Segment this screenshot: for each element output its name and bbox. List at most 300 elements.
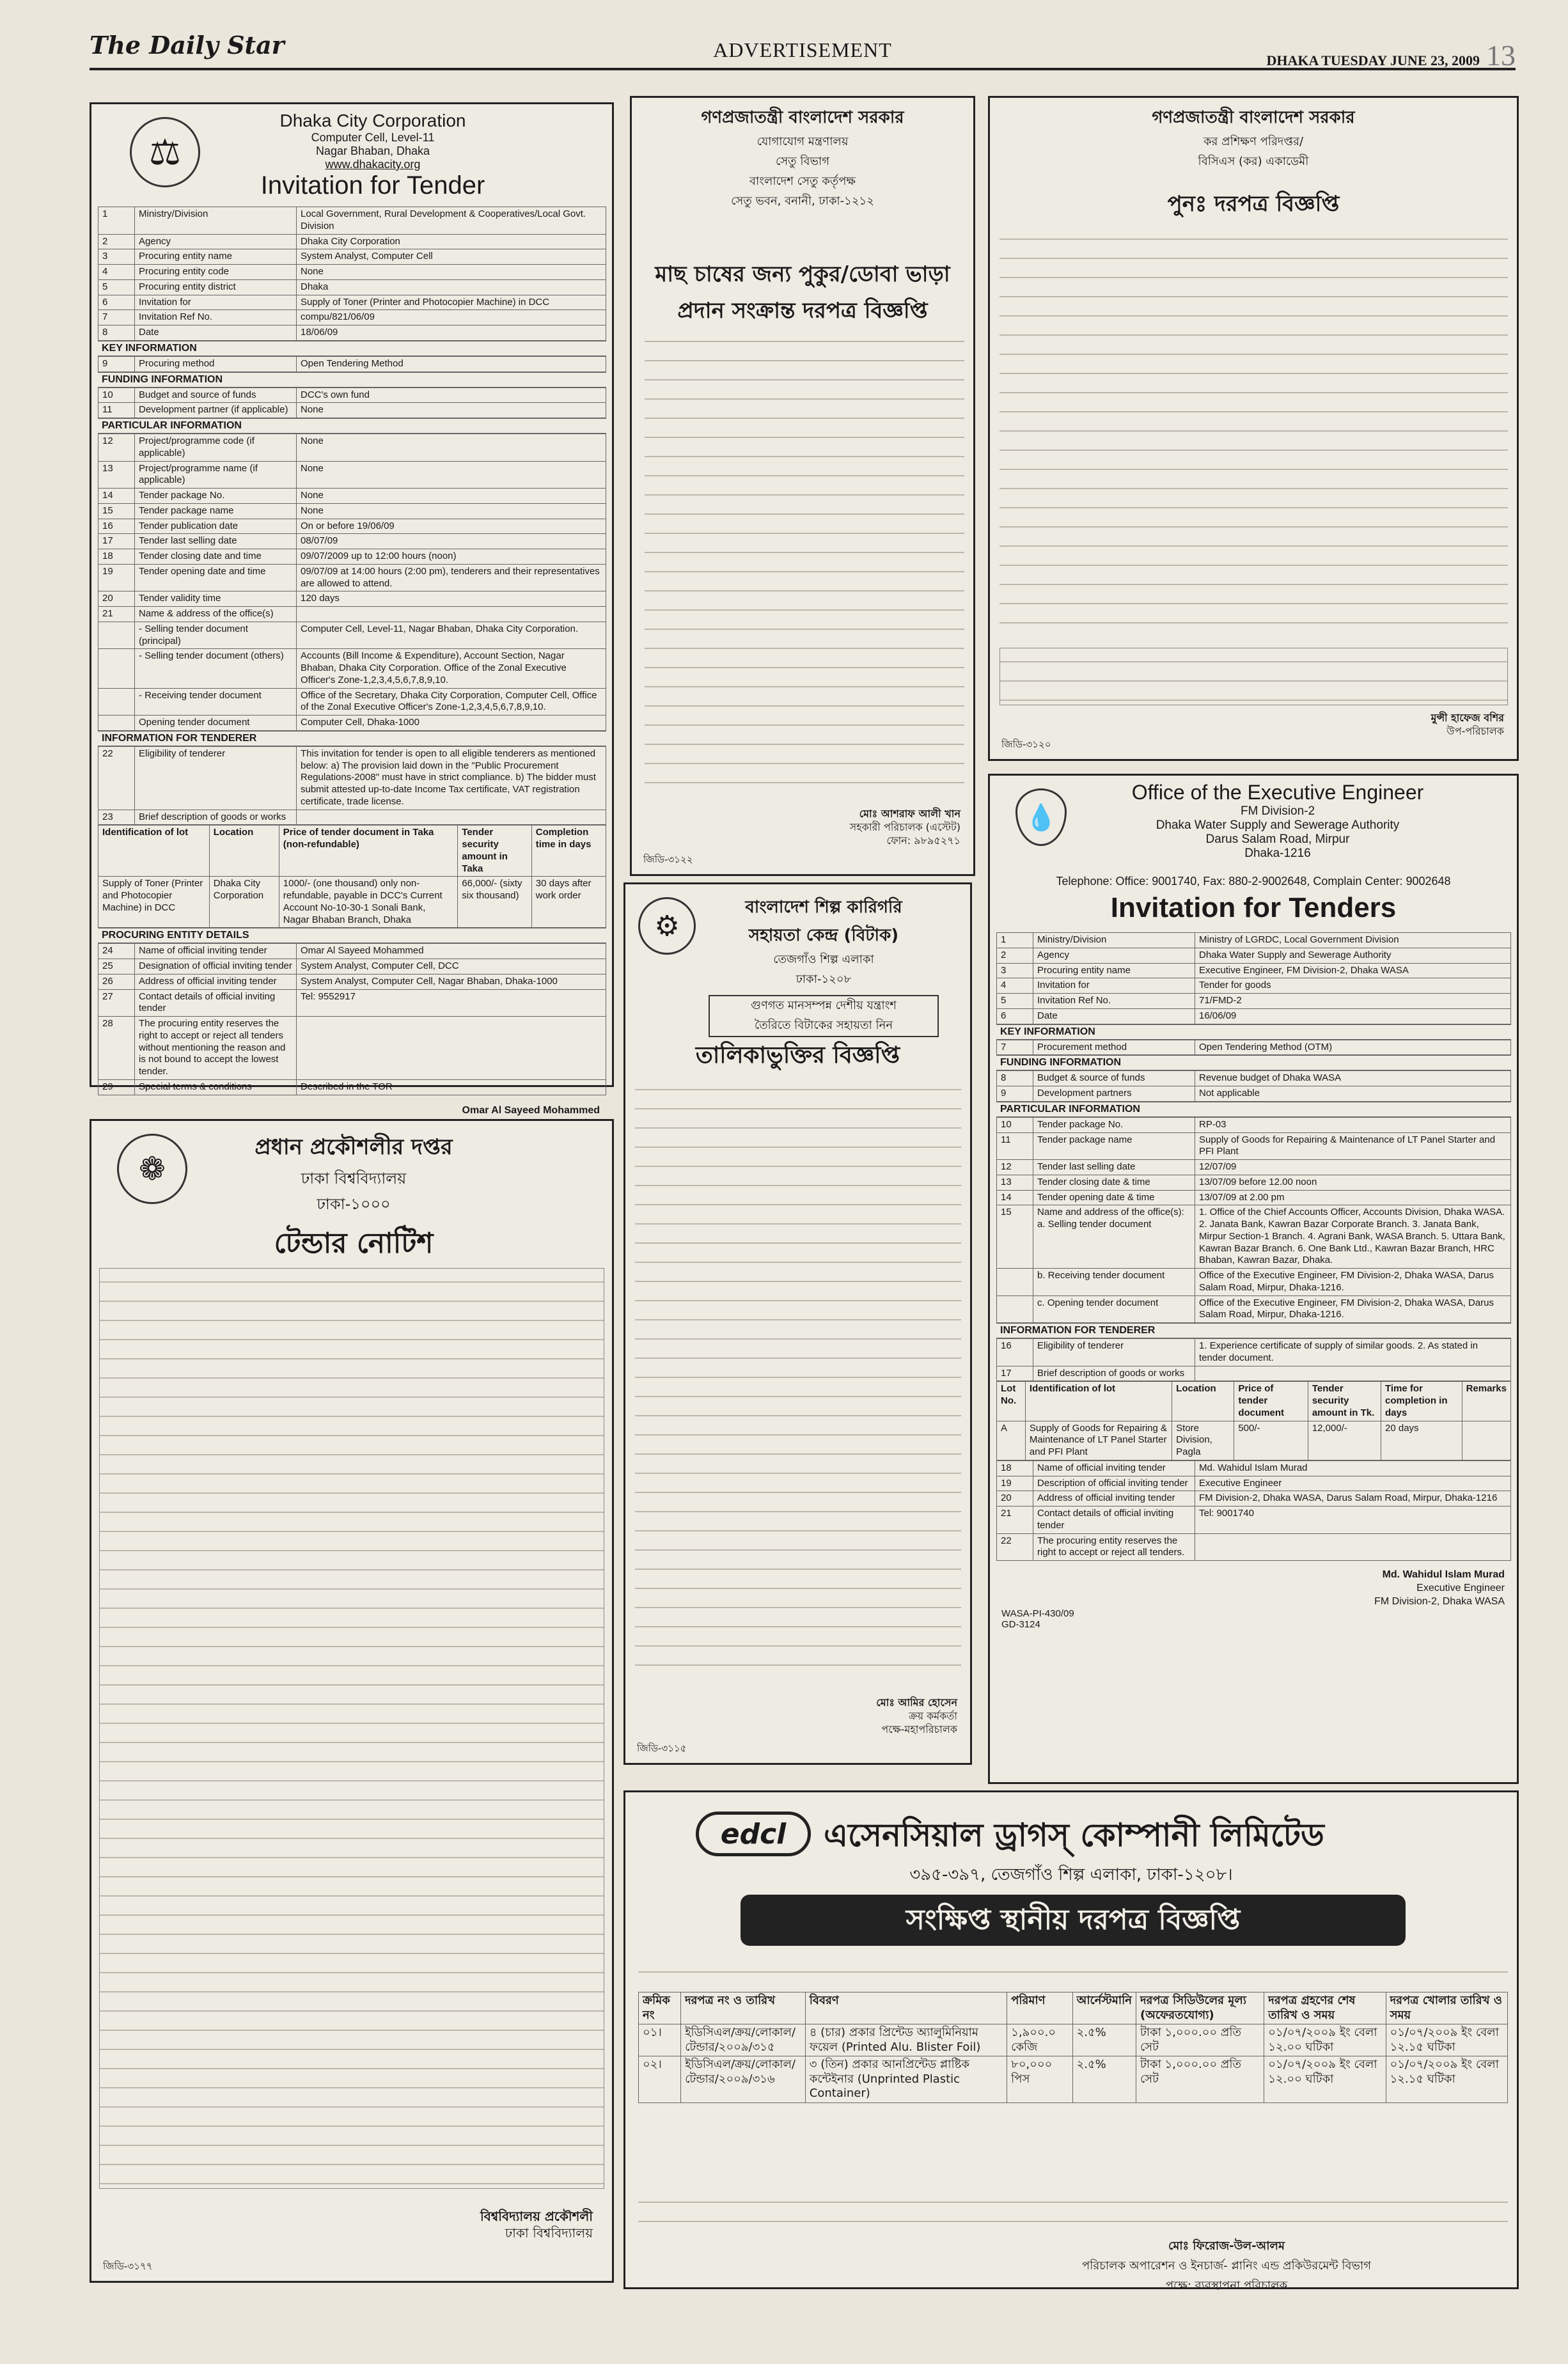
row-number: 4 — [997, 978, 1033, 994]
row-number: 11 — [997, 1132, 1033, 1160]
table-row — [98, 503, 606, 519]
table-row — [98, 207, 606, 235]
table-row — [98, 249, 606, 265]
row-value: Office of the Executive Engineer, FM Division-2, Dhaka WASA, Darus Salam Road, Mirpur, Dhaka-1216. — [1195, 1269, 1511, 1296]
row-value: Local Government, Rural Development & Cooperatives/Local Govt. Division — [297, 207, 606, 235]
wasa-telephone: Telephone: Office: 9001740, Fax: 880-2-9002648, Complain Center: 9002648 — [1056, 875, 1451, 888]
wasa-sec-part: PARTICULAR INFORMATION — [996, 1102, 1511, 1117]
row-label: Contact details of official inviting tender — [1033, 1507, 1195, 1534]
row-value — [297, 810, 606, 825]
bitac-org2: সহায়তা কেন্দ্র (বিটাক) — [748, 926, 899, 945]
table-row — [997, 1160, 1511, 1175]
row-label: Project/programme code (if applicable) — [135, 434, 297, 462]
table-cell: ০১। — [639, 2024, 681, 2056]
row-label: Tender validity time — [135, 591, 297, 607]
table-cell: Dhaka City Corporation — [209, 877, 279, 928]
row-value: System Analyst, Computer Cell — [297, 249, 606, 265]
row-value: None — [297, 265, 606, 280]
table-row — [98, 310, 606, 325]
setu-gov: গণপ্রজাতন্ত্রী বাংলাদেশ সরকার — [701, 108, 904, 127]
table-cell: ০১/০৭/২০০৯ ইং বেলা ১২.০০ ঘটিকা — [1264, 2024, 1386, 2056]
table-cell: 12,000/- — [1308, 1421, 1381, 1460]
row-value: Revenue budget of Dhaka WASA — [1195, 1071, 1511, 1086]
table-row — [98, 489, 606, 504]
row-number: 11 — [98, 403, 135, 418]
edcl-banner: সংক্ষিপ্ত স্থানীয় দরপত্র বিজ্ঞপ্তি — [741, 1895, 1406, 1946]
table-cell — [1462, 1421, 1510, 1460]
row-label: Eligibility of tenderer — [1033, 1339, 1195, 1366]
row-value: Office of the Executive Engineer, FM Division-2, Dhaka WASA, Darus Salam Road, Mirpur, Dhaka-1216. — [1195, 1296, 1511, 1323]
row-number: 13 — [997, 1175, 1033, 1190]
row-label: Tender package name — [1033, 1132, 1195, 1160]
dcc-sec-tenderer: INFORMATION FOR TENDERER — [98, 731, 606, 746]
pe-gd-code: জিডি-৩১৭৭ — [103, 2260, 153, 2272]
table-row — [997, 1132, 1511, 1160]
table-row — [98, 356, 606, 372]
row-value: Not applicable — [1195, 1086, 1511, 1102]
dcc-addr1: Computer Cell, Level-11 — [311, 131, 435, 144]
row-value: 1. Experience certificate of supply of similar goods. 2. As stated in tender document. — [1195, 1339, 1511, 1366]
table-header-row — [98, 826, 606, 877]
table-row — [98, 325, 606, 341]
row-number: 15 — [997, 1205, 1033, 1269]
row-number: 6 — [997, 1008, 1033, 1024]
table-row — [997, 1476, 1511, 1491]
row-value: Omar Al Sayeed Mohammed — [297, 944, 606, 959]
wasa-div: FM Division-2 — [1240, 804, 1315, 818]
table-header-cell: দরপত্র নং ও তারিখ — [681, 1992, 806, 2024]
dcc-sec-part: PARTICULAR INFORMATION — [98, 418, 606, 434]
row-value: On or before 19/06/09 — [297, 519, 606, 534]
bitac-title: তালিকাভুক্তির বিজ্ঞপ্তি — [695, 1042, 900, 1068]
cpd-vehicle-table — [1000, 648, 1508, 705]
row-number: 4 — [98, 265, 135, 280]
paper-name: The Daily Star — [90, 31, 285, 59]
row-number: 27 — [98, 989, 135, 1017]
row-label: Tender closing date and time — [135, 549, 297, 565]
table-cell: ইডিসিএল/ক্রয়/লোকাল/টেন্ডার/২০০৯/৩১৫ — [681, 2024, 806, 2056]
table-row — [997, 1040, 1511, 1055]
row-label: Procurement method — [1033, 1040, 1195, 1055]
row-number: 19 — [997, 1476, 1033, 1491]
bitac-body-text — [635, 1076, 961, 1684]
dateline: DHAKA TUESDAY JUNE 23, 2009 13 — [1266, 39, 1516, 72]
row-label: Tender package No. — [135, 489, 297, 504]
row-number: 8 — [997, 1071, 1033, 1086]
table-row — [98, 746, 606, 810]
table-row — [997, 1421, 1511, 1460]
du-seal-icon: ❁ — [117, 1134, 187, 1204]
row-value — [1195, 1533, 1511, 1561]
table-header-cell: Tender security amount in Tk. — [1308, 1382, 1381, 1421]
row-number: 1 — [997, 933, 1033, 948]
wasa-addr: Darus Salam Road, Mirpur — [1205, 833, 1350, 846]
row-number — [997, 1296, 1033, 1323]
setu-headline1: মাছ চাষের জন্য পুকুর/ডোবা ভাড়া — [655, 262, 950, 287]
row-label: Tender last selling date — [1033, 1160, 1195, 1175]
row-label: Ministry/Division — [135, 207, 297, 235]
row-number: 2 — [997, 948, 1033, 963]
row-value: System Analyst, Computer Cell, Nagar Bhaban, Dhaka-1000 — [297, 974, 606, 989]
edcl-table — [638, 1992, 1508, 2103]
table-header-cell: দরপত্র সিডিউলের মূল্য (অফেরতযোগ্য) — [1136, 1992, 1264, 2024]
wasa-city: Dhaka-1216 — [1244, 847, 1311, 860]
row-label: Invitation for — [1033, 978, 1195, 994]
wasa-auth: Dhaka Water Supply and Sewerage Authority — [1156, 818, 1400, 832]
row-label: The procuring entity reserves the right to accept or reject all tenders. — [1033, 1533, 1195, 1561]
table-row — [997, 1296, 1511, 1323]
row-value: 09/07/09 at 14:00 hours (2:00 pm), tenderers and their representatives are allowed to attend. — [297, 564, 606, 591]
row-number: 5 — [997, 994, 1033, 1009]
table-header-cell: Location — [1172, 1382, 1234, 1421]
table-cell: ২.৫% — [1072, 2056, 1136, 2103]
row-number: 20 — [98, 591, 135, 607]
pe-city: ঢাকা-১০০০ — [317, 1195, 391, 1213]
row-number: 16 — [98, 519, 135, 534]
wasa-table — [996, 932, 1511, 1630]
row-number: 17 — [98, 534, 135, 549]
row-label: Procuring entity code — [135, 265, 297, 280]
row-label: Tender last selling date — [135, 534, 297, 549]
row-label: Development partner (if applicable) — [135, 403, 297, 418]
table-row — [98, 974, 606, 989]
table-header-cell: দরপত্র গ্রহণের শেষ তারিখ ও সময় — [1264, 1992, 1386, 2024]
table-row — [639, 2056, 1508, 2103]
table-row — [997, 1205, 1511, 1269]
row-value: None — [297, 434, 606, 462]
table-header-cell: Time for completion in days — [1381, 1382, 1462, 1421]
row-number: 18 — [997, 1460, 1033, 1476]
pe-notice: টেন্ডার নোটিশ — [274, 1227, 434, 1260]
row-label: Tender package name — [135, 503, 297, 519]
dcc-sec-proc: PROCURING ENTITY DETAILS — [98, 928, 606, 943]
table-row — [98, 387, 606, 403]
table-header-cell: পরিমাণ — [1007, 1992, 1072, 2024]
table-row — [997, 1507, 1511, 1534]
table-row — [997, 1117, 1511, 1132]
table-cell: ৪ (চার) প্রকার প্রিন্টেড অ্যালুমিনিয়াম ফয়েল (Printed Alu. Blister Foil) — [805, 2024, 1007, 2056]
cpd-signature: মুন্সী হাফেজ বশির উপ-পরিচালক — [1431, 712, 1504, 737]
row-number: 12 — [997, 1160, 1033, 1175]
table-cell: টাকা ১,০০০.০০ প্রতি সেট — [1136, 2024, 1264, 2056]
row-label: Eligibility of tenderer — [135, 746, 297, 810]
row-label: Brief description of goods or works — [135, 810, 297, 825]
setu-headline2: প্রদান সংক্রান্ত দরপত্র বিজ্ঞপ্তি — [677, 298, 928, 324]
row-number: 22 — [997, 1533, 1033, 1561]
edcl-footer-text — [638, 2189, 1508, 2227]
row-label: Name of official inviting tender — [1033, 1460, 1195, 1476]
row-number: 5 — [98, 279, 135, 295]
table-row — [997, 1008, 1511, 1024]
setu-gd-code: জিডি-৩১২২ — [643, 854, 693, 865]
row-value: Accounts (Bill Income & Expenditure), Account Section, Nagar Bhaban, Dhaka City Corporation. Office of the Zonal Executive Officer's Zone-1,2,3,4,5,6,7,8,9,10. — [297, 649, 606, 688]
row-value: None — [297, 461, 606, 489]
row-label: Brief description of goods or works — [1033, 1366, 1195, 1381]
row-label: Invitation Ref No. — [1033, 994, 1195, 1009]
table-cell: ০১/০৭/২০০৯ ইং বেলা ১২.১৫ ঘটিকা — [1386, 2056, 1507, 2103]
row-value: 16/06/09 — [1195, 1008, 1511, 1024]
row-label: - Receiving tender document — [135, 688, 297, 716]
row-value: 09/07/2009 up to 12:00 hours (noon) — [297, 549, 606, 565]
cpd-gov: গণপ্রজাতন্ত্রী বাংলাদেশ সরকার — [1152, 108, 1355, 127]
row-number — [98, 622, 135, 649]
table-row — [98, 534, 606, 549]
row-label: Address of official inviting tender — [1033, 1491, 1195, 1507]
row-label: Tender publication date — [135, 519, 297, 534]
wasa-sec-fund: FUNDING INFORMATION — [996, 1055, 1511, 1070]
row-value: Described in the TOR — [297, 1079, 606, 1095]
wasa-tender-ad — [988, 774, 1519, 1784]
row-value: 12/07/09 — [1195, 1160, 1511, 1175]
setu-auth: বাংলাদেশ সেতু কর্তৃপক্ষ — [749, 175, 856, 188]
row-value: None — [297, 403, 606, 418]
pe-signature: বিশ্ববিদ্যালয় প্রকৌশলী ঢাকা বিশ্ববিদ্যালয় — [480, 2209, 593, 2241]
row-value: 71/FMD-2 — [1195, 994, 1511, 1009]
page-number: 13 — [1486, 39, 1516, 72]
dcc-seal-icon: ⚖ — [130, 117, 200, 187]
table-row — [98, 1079, 606, 1095]
table-row — [997, 963, 1511, 978]
row-value — [297, 1017, 606, 1080]
table-row — [98, 403, 606, 418]
table-row — [98, 607, 606, 622]
table-header-cell: Identification of lot — [1025, 1382, 1172, 1421]
row-number: 22 — [98, 746, 135, 810]
row-label: - Selling tender document (principal) — [135, 622, 297, 649]
table-cell: A — [997, 1421, 1026, 1460]
pe-title: প্রধান প্রকৌশলীর দপ্তর — [255, 1134, 453, 1160]
table-row — [997, 1366, 1511, 1381]
table-cell: ২.৫% — [1072, 2024, 1136, 2056]
table-header-cell: Price of tender document — [1234, 1382, 1308, 1421]
table-cell: ০১/০৭/২০০৯ ইং বেলা ১২.১৫ ঘটিকা — [1386, 2024, 1507, 2056]
bitac-addr: তেজগাঁও শিল্প এলাকা — [773, 953, 874, 966]
dcc-table — [98, 207, 606, 1179]
row-label: Name of official inviting tender — [135, 944, 297, 959]
row-label: Agency — [1033, 948, 1195, 963]
row-label: Special terms & conditions — [135, 1079, 297, 1095]
table-row — [98, 810, 606, 825]
row-number: 9 — [98, 356, 135, 372]
row-label: Name and address of the office(s): a. Selling tender document — [1033, 1205, 1195, 1269]
edcl-addr: ৩৯৫-৩৯৭, তেজগাঁও শিল্প এলাকা, ঢাকা-১২০৮। — [909, 1865, 1233, 1884]
table-cell: 30 days after work order — [531, 877, 606, 928]
table-header-cell: Location — [209, 826, 279, 877]
table-row — [98, 564, 606, 591]
row-value: Supply of Goods for Repairing & Maintenance of LT Panel Starter and PFI Plant — [1195, 1132, 1511, 1160]
row-value: Open Tendering Method — [297, 356, 606, 372]
row-number: 13 — [98, 461, 135, 489]
dcc-website: www.dhakacity.org — [325, 158, 421, 171]
row-label: Ministry/Division — [1033, 933, 1195, 948]
row-number: 10 — [98, 387, 135, 403]
row-number — [98, 716, 135, 731]
table-row — [98, 295, 606, 310]
table-row — [98, 649, 606, 688]
setu-ministry: যোগাযোগ মন্ত্রণালয় — [757, 135, 849, 148]
table-header-cell: Completion time in days — [531, 826, 606, 877]
row-value: 13/07/09 at 2.00 pm — [1195, 1190, 1511, 1205]
wasa-signature: Md. Wahidul Islam Murad Executive Engineer FM Division-2, Dhaka WASA — [1374, 1569, 1505, 1607]
table-cell: Supply of Toner (Printer and Photocopier Machine) in DCC — [98, 877, 210, 928]
row-label: Procuring entity name — [1033, 963, 1195, 978]
row-value: Dhaka — [297, 279, 606, 295]
row-label: The procuring entity reserves the right to accept or reject all tenders without mentioning the reason and is not bound to accept the lowest tender. — [135, 1017, 297, 1080]
bitac-gd-code: জিডি-৩১১৫ — [637, 1742, 687, 1754]
setu-signature: মোঃ আশরাফ আলী খান সহকারী পরিচালক (এস্টেট) ফোন: ৯৮৯৫২৭১ — [849, 808, 960, 847]
table-row — [997, 933, 1511, 948]
row-label: Budget & source of funds — [1033, 1071, 1195, 1086]
table-row — [997, 1086, 1511, 1102]
row-value — [1195, 1366, 1511, 1381]
table-cell: ০২। — [639, 2056, 681, 2103]
table-row — [997, 1533, 1511, 1561]
row-number: 6 — [98, 295, 135, 310]
cpd-gd-code: জিডি-৩১২০ — [1001, 739, 1051, 750]
table-cell: ৮০,০০০ পিস — [1007, 2056, 1072, 2103]
row-label: Contact details of official inviting tender — [135, 989, 297, 1017]
row-number: 28 — [98, 1017, 135, 1080]
bitac-org: বাংলাদেশ শিল্প কারিগরি — [745, 898, 902, 917]
setu-body-text — [645, 328, 964, 788]
row-value: FM Division-2, Dhaka WASA, Darus Salam Road, Mirpur, Dhaka-1216 — [1195, 1491, 1511, 1507]
table-cell: Store Division, Pagla — [1172, 1421, 1234, 1460]
row-number — [98, 649, 135, 688]
table-row — [98, 622, 606, 649]
row-value: 1. Office of the Chief Accounts Officer, Accounts Division, Dhaka WASA. 2. Janata Bank, Kawran Bazar Corporate Branch. 3. Janata Bank, Mirpur Section-1 Branch. 4. Agrani Bank, WASA Branch. 5. Uttara Bank, Kawran Bazar Branch. 6. One Bank Ltd., Kawran Bazar Branch, HRC Bhaban, Kawran Bazar, Dhaka. — [1195, 1205, 1511, 1269]
table-header-cell: আর্নেস্টমানি — [1072, 1992, 1136, 2024]
table-cell: টাকা ১,০০০.০০ প্রতি সেট — [1136, 2056, 1264, 2103]
table-cell: ১,৯০০.০ কেজি — [1007, 2024, 1072, 2056]
table-row — [98, 989, 606, 1017]
row-label: Tender package No. — [1033, 1117, 1195, 1132]
bitac-motto1: গুণগত মানসম্পন্ন দেশীয় যন্ত্রাংশ — [751, 999, 897, 1012]
setu-div: সেতু বিভাগ — [775, 155, 830, 168]
wasa-sec-key: KEY INFORMATION — [996, 1024, 1511, 1040]
row-number: 17 — [997, 1366, 1033, 1381]
masthead — [90, 26, 1516, 70]
table-row — [639, 2024, 1508, 2056]
row-label: Invitation for — [135, 295, 297, 310]
row-label: Development partners — [1033, 1086, 1195, 1102]
row-number: 16 — [997, 1339, 1033, 1366]
row-number: 9 — [997, 1086, 1033, 1102]
row-value: Md. Wahidul Islam Murad — [1195, 1460, 1511, 1476]
row-label: Procuring entity district — [135, 279, 297, 295]
row-number: 19 — [98, 564, 135, 591]
row-value: Office of the Secretary, Dhaka City Corporation, Computer Cell, Office of the Zonal Executive Officer's Zone-1,2,3,4,5,6,7,8,9,10. — [297, 688, 606, 716]
row-value: Computer Cell, Level-11, Nagar Bhaban, Dhaka City Corporation. — [297, 622, 606, 649]
table-cell: ইডিসিএল/ক্রয়/লোকাল/টেন্ডার/২০০৯/৩১৬ — [681, 2056, 806, 2103]
table-row — [98, 1017, 606, 1080]
dcc-sec-fund: FUNDING INFORMATION — [98, 372, 606, 387]
wasa-office: Office of the Executive Engineer — [1131, 781, 1424, 804]
table-row — [98, 688, 606, 716]
dcc-title: Invitation for Tender — [260, 171, 485, 200]
table-cell: 500/- — [1234, 1421, 1308, 1460]
table-row — [98, 591, 606, 607]
bitac-signature: মোঃ আমির হোসেন ক্রয় কর্মকর্তা পক্ষে-মহাপরিচালক — [876, 1696, 957, 1735]
row-label: Invitation Ref No. — [135, 310, 297, 325]
dcc-tender-ad — [90, 102, 614, 1116]
section-title: ADVERTISEMENT — [713, 38, 892, 61]
row-number — [997, 1269, 1033, 1296]
row-value: None — [297, 503, 606, 519]
row-number: 12 — [98, 434, 135, 462]
table-row — [997, 1460, 1511, 1476]
row-number: 25 — [98, 959, 135, 975]
table-header-cell: ক্রমিক নং — [639, 1992, 681, 2024]
row-label: Date — [1033, 1008, 1195, 1024]
row-number — [98, 688, 135, 716]
wasa-title: Invitation for Tenders — [1110, 892, 1397, 923]
row-value: Tel: 9001740 — [1195, 1507, 1511, 1534]
row-label: - Selling tender document (others) — [135, 649, 297, 688]
row-value: DCC's own fund — [297, 387, 606, 403]
edcl-logo: edcl — [696, 1812, 811, 1856]
row-label: c. Opening tender document — [1033, 1296, 1195, 1323]
row-number: 18 — [98, 549, 135, 565]
bitac-city: ঢাকা-১২০৮ — [796, 973, 852, 986]
edcl-intro-text — [638, 1959, 1508, 1984]
row-label: Procuring method — [135, 356, 297, 372]
table-row — [98, 234, 606, 249]
table-cell: Supply of Goods for Repairing & Maintenance of LT Panel Starter and PFI Plant — [1025, 1421, 1172, 1460]
row-value: Dhaka Water Supply and Sewerage Authority — [1195, 948, 1511, 963]
row-number: 10 — [997, 1117, 1033, 1132]
pe-table-body — [99, 1268, 604, 2189]
row-value: Dhaka City Corporation — [297, 234, 606, 249]
row-value: 18/06/09 — [297, 325, 606, 341]
wasa-ref-code: WASA-PI-430/09 — [1001, 1608, 1074, 1620]
table-row — [997, 1190, 1511, 1205]
row-label: Agency — [135, 234, 297, 249]
row-label: Address of official inviting tender — [135, 974, 297, 989]
wasa-drop-icon: 💧 — [1015, 788, 1067, 846]
tax-academy-notice — [988, 96, 1519, 761]
row-value: RP-03 — [1195, 1117, 1511, 1132]
edcl-signature: মোঃ ফিরোজ-উল-আলম পরিচালক অপারেশন ও ইনচার্জ- প্লানিং এন্ড প্রকিউরমেন্ট বিভাগ পক্ষে: ব্যবস্থাপনা পরিচালক — [1081, 2239, 1371, 2292]
row-number: 23 — [98, 810, 135, 825]
row-value: Tender for goods — [1195, 978, 1511, 994]
row-label: Tender opening date & time — [1033, 1190, 1195, 1205]
row-value: 120 days — [297, 591, 606, 607]
table-row — [997, 1175, 1511, 1190]
table-cell: 20 days — [1381, 1421, 1462, 1460]
table-header-cell: Identification of lot — [98, 826, 210, 877]
dcc-addr2: Nagar Bhaban, Dhaka — [315, 145, 430, 157]
row-number: 8 — [98, 325, 135, 341]
row-value: None — [297, 489, 606, 504]
row-value: Tel: 9552917 — [297, 989, 606, 1017]
table-row — [997, 948, 1511, 963]
table-row — [98, 959, 606, 975]
table-header-cell: Lot No. — [997, 1382, 1026, 1421]
table-row — [98, 279, 606, 295]
table-row — [997, 994, 1511, 1009]
row-value: Ministry of LGRDC, Local Government Division — [1195, 933, 1511, 948]
table-cell: ৩ (তিন) প্রকার আনপ্রিন্টেড প্লাষ্টিক কন্টেইনার (Unprinted Plastic Container) — [805, 2056, 1007, 2103]
row-label: Tender closing date & time — [1033, 1175, 1195, 1190]
table-row — [98, 716, 606, 731]
table-cell: ০১/০৭/২০০৯ ইং বেলা ১২.০০ ঘটিকা — [1264, 2056, 1386, 2103]
row-label: Date — [135, 325, 297, 341]
row-value: Open Tendering Method (OTM) — [1195, 1040, 1511, 1055]
table-row — [997, 1491, 1511, 1507]
dcc-sec-key: KEY INFORMATION — [98, 341, 606, 356]
cpd-title: পুনঃ দরপত্র বিজ্ঞপ্তি — [1167, 191, 1340, 217]
row-number: 24 — [98, 944, 135, 959]
